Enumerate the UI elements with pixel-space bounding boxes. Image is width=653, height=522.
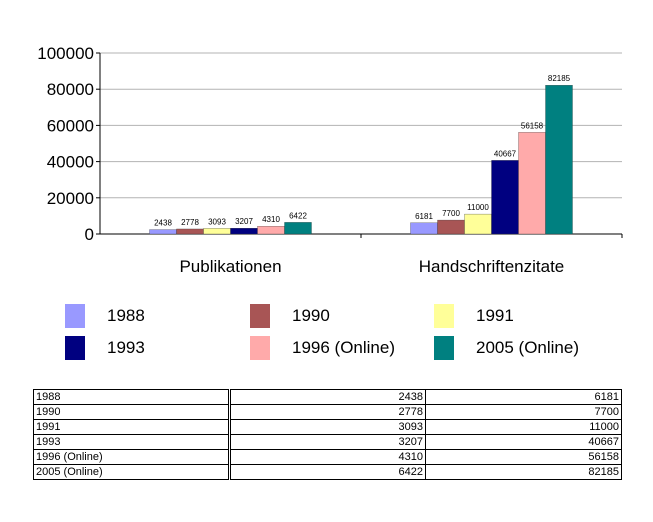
table-cell: 1991 bbox=[34, 420, 230, 435]
table-cell: 3093 bbox=[230, 420, 426, 435]
bar bbox=[519, 132, 546, 234]
bar bbox=[150, 230, 177, 234]
x-tick-label: Handschriftenzitate bbox=[418, 257, 565, 276]
table-row bbox=[34, 390, 622, 405]
legend-label: 1991 bbox=[476, 306, 514, 325]
y-tick-label: 100000 bbox=[37, 44, 94, 63]
bar bbox=[411, 223, 438, 234]
table-cell: 40667 bbox=[426, 435, 622, 450]
bar-value-label: 3093 bbox=[208, 217, 226, 227]
table-cell: 82185 bbox=[426, 465, 622, 480]
table-cell: 4310 bbox=[230, 450, 426, 465]
bar bbox=[258, 226, 285, 234]
bar bbox=[177, 229, 204, 234]
bar-value-label: 4310 bbox=[262, 215, 280, 225]
bar bbox=[546, 85, 573, 234]
y-tick-label: 0 bbox=[84, 225, 94, 244]
table-cell: 3207 bbox=[230, 435, 426, 450]
table-row bbox=[34, 405, 622, 420]
bar bbox=[204, 228, 231, 234]
bar bbox=[465, 214, 492, 234]
table-row bbox=[34, 465, 622, 480]
legend-label: 2005 (Online) bbox=[476, 338, 580, 357]
table-row bbox=[34, 420, 622, 435]
table-row bbox=[34, 435, 622, 450]
table-cell: 1990 bbox=[34, 405, 230, 420]
legend-label: 1996 (Online) bbox=[292, 338, 396, 357]
legend-label: 1988 bbox=[107, 306, 145, 325]
table-cell: 1988 bbox=[34, 390, 230, 405]
table-cell: 56158 bbox=[426, 450, 622, 465]
bar-value-label: 6181 bbox=[415, 211, 433, 221]
y-tick-label: 80000 bbox=[46, 80, 94, 100]
bar bbox=[285, 222, 312, 234]
table-cell: 2438 bbox=[230, 390, 426, 405]
y-tick-label: 40000 bbox=[46, 152, 94, 172]
y-tick-label: 20000 bbox=[46, 188, 94, 208]
legend-label: 1993 bbox=[107, 338, 145, 357]
bar-value-label: 56158 bbox=[520, 121, 544, 131]
table-cell: 2005 (Online) bbox=[34, 465, 230, 480]
table-cell: 11000 bbox=[426, 420, 622, 435]
bar-value-label: 2778 bbox=[181, 217, 199, 227]
data-table bbox=[33, 389, 622, 480]
bar-value-label: 2438 bbox=[154, 218, 172, 228]
x-tick-label: Publikationen bbox=[179, 257, 282, 276]
bar-value-label: 40667 bbox=[493, 149, 517, 159]
table-row bbox=[34, 450, 622, 465]
legend-label: 1990 bbox=[292, 306, 330, 325]
bar-value-label: 6422 bbox=[289, 211, 307, 221]
table-cell: 1996 (Online) bbox=[34, 450, 230, 465]
table-cell: 2778 bbox=[230, 405, 426, 420]
y-tick-label: 60000 bbox=[46, 116, 94, 136]
bar bbox=[438, 220, 465, 234]
bar-value-label: 7700 bbox=[442, 209, 460, 219]
bar-value-label: 82185 bbox=[547, 74, 571, 84]
bar bbox=[231, 228, 258, 234]
bar-value-label: 3207 bbox=[235, 217, 253, 227]
bar bbox=[492, 160, 519, 234]
table-cell: 7700 bbox=[426, 405, 622, 420]
bar-value-label: 11000 bbox=[467, 203, 489, 213]
table-cell: 6422 bbox=[230, 465, 426, 480]
table-cell: 6181 bbox=[426, 390, 622, 405]
table-cell: 1993 bbox=[34, 435, 230, 450]
